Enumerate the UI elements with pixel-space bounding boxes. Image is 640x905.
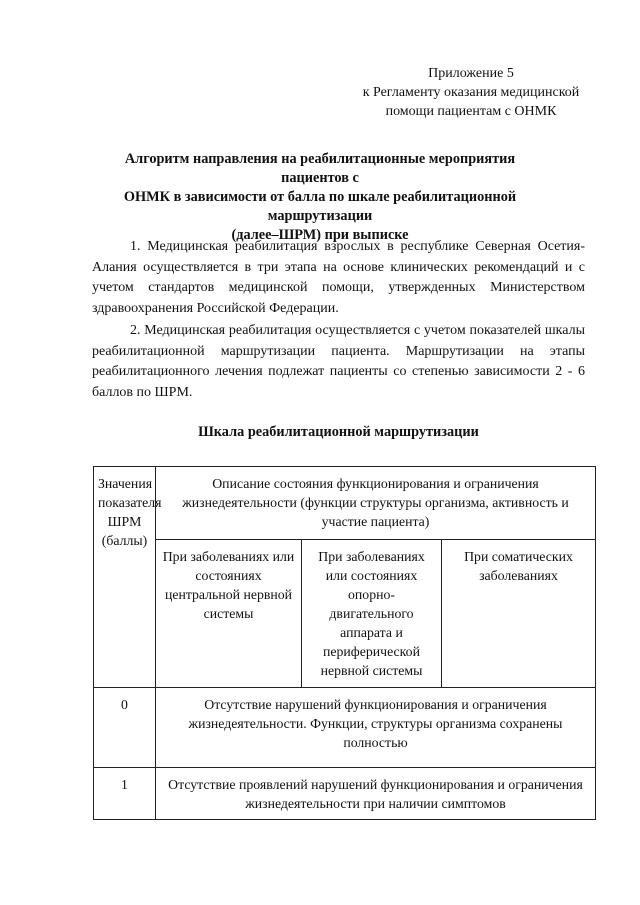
scale-title: Шкала реабилитационной маршрутизации [198,424,479,440]
header-score-line: показателя [98,495,162,510]
table-row [94,688,596,768]
table-header-row [94,467,596,540]
table-row [94,768,596,820]
appendix-line: Приложение 5 [428,66,514,81]
paragraph-1: 1. Медицинская реабилитация взрослых в республике Северная Осетия-Алания осуществляется в три этапа на основе клинических рекомендаций и с учетом стандартов медицинской помощи, утвержденных Министерством здравоохранения Российской Федерации. [92,239,585,317]
table-subheader-row [94,540,596,688]
document-title [98,150,542,245]
row-description: Отсутствие проявлений нарушений функционирования и ограничения жизнедеятельности при наличии симптомов [156,768,596,820]
paragraph-2: 2. Медицинская реабилитация осуществляется с учетом показателей шкалы реабилитационной маршрутизации пациента. Маршрутизации на этапы реабилитационного лечения подлежат пациенты со степенью зависимости 2 - 6 баллов по ШРМ. [92,323,585,401]
title-line: Алгоритм направления на реабилитационные мероприятия пациентов с [124,151,516,186]
title-line: (далее–ШРМ) при выписке [231,227,409,243]
subheader-musculoskeletal: При заболеваниях или состояниях опорно-двигательного аппарата и периферической нервной системы [302,540,442,688]
row-score: 0 [94,688,156,768]
subheader-cns: При заболеваниях или состояниях центральной нервной системы [156,540,302,688]
title-line: ОНМК в зависимости от балла по шкале реабилитационной маршрутизации [123,189,517,224]
header-score-line: ШРМ [107,514,142,529]
row-score: 1 [94,768,156,820]
scale-table [93,466,596,820]
subheader-somatic: При соматических заболеваниях [442,540,596,688]
header-score-cell [94,467,162,688]
header-description-cell: Описание состояния функционирования и ограничения жизнедеятельности (функции структуры организма, активность и участие пациента) [156,467,596,540]
row-description: Отсутствие нарушений функционирования и ограничения жизнедеятельности. Функции, структуры организма сохранены полностью [156,688,596,768]
header-score-line: Значения [98,476,153,491]
appendix-line: к Регламенту оказания медицинской [362,85,580,100]
header-score-line: (баллы) [101,533,148,548]
appendix-line: помощи пациентам с ОНМК [385,104,557,119]
appendix-header [360,64,582,121]
